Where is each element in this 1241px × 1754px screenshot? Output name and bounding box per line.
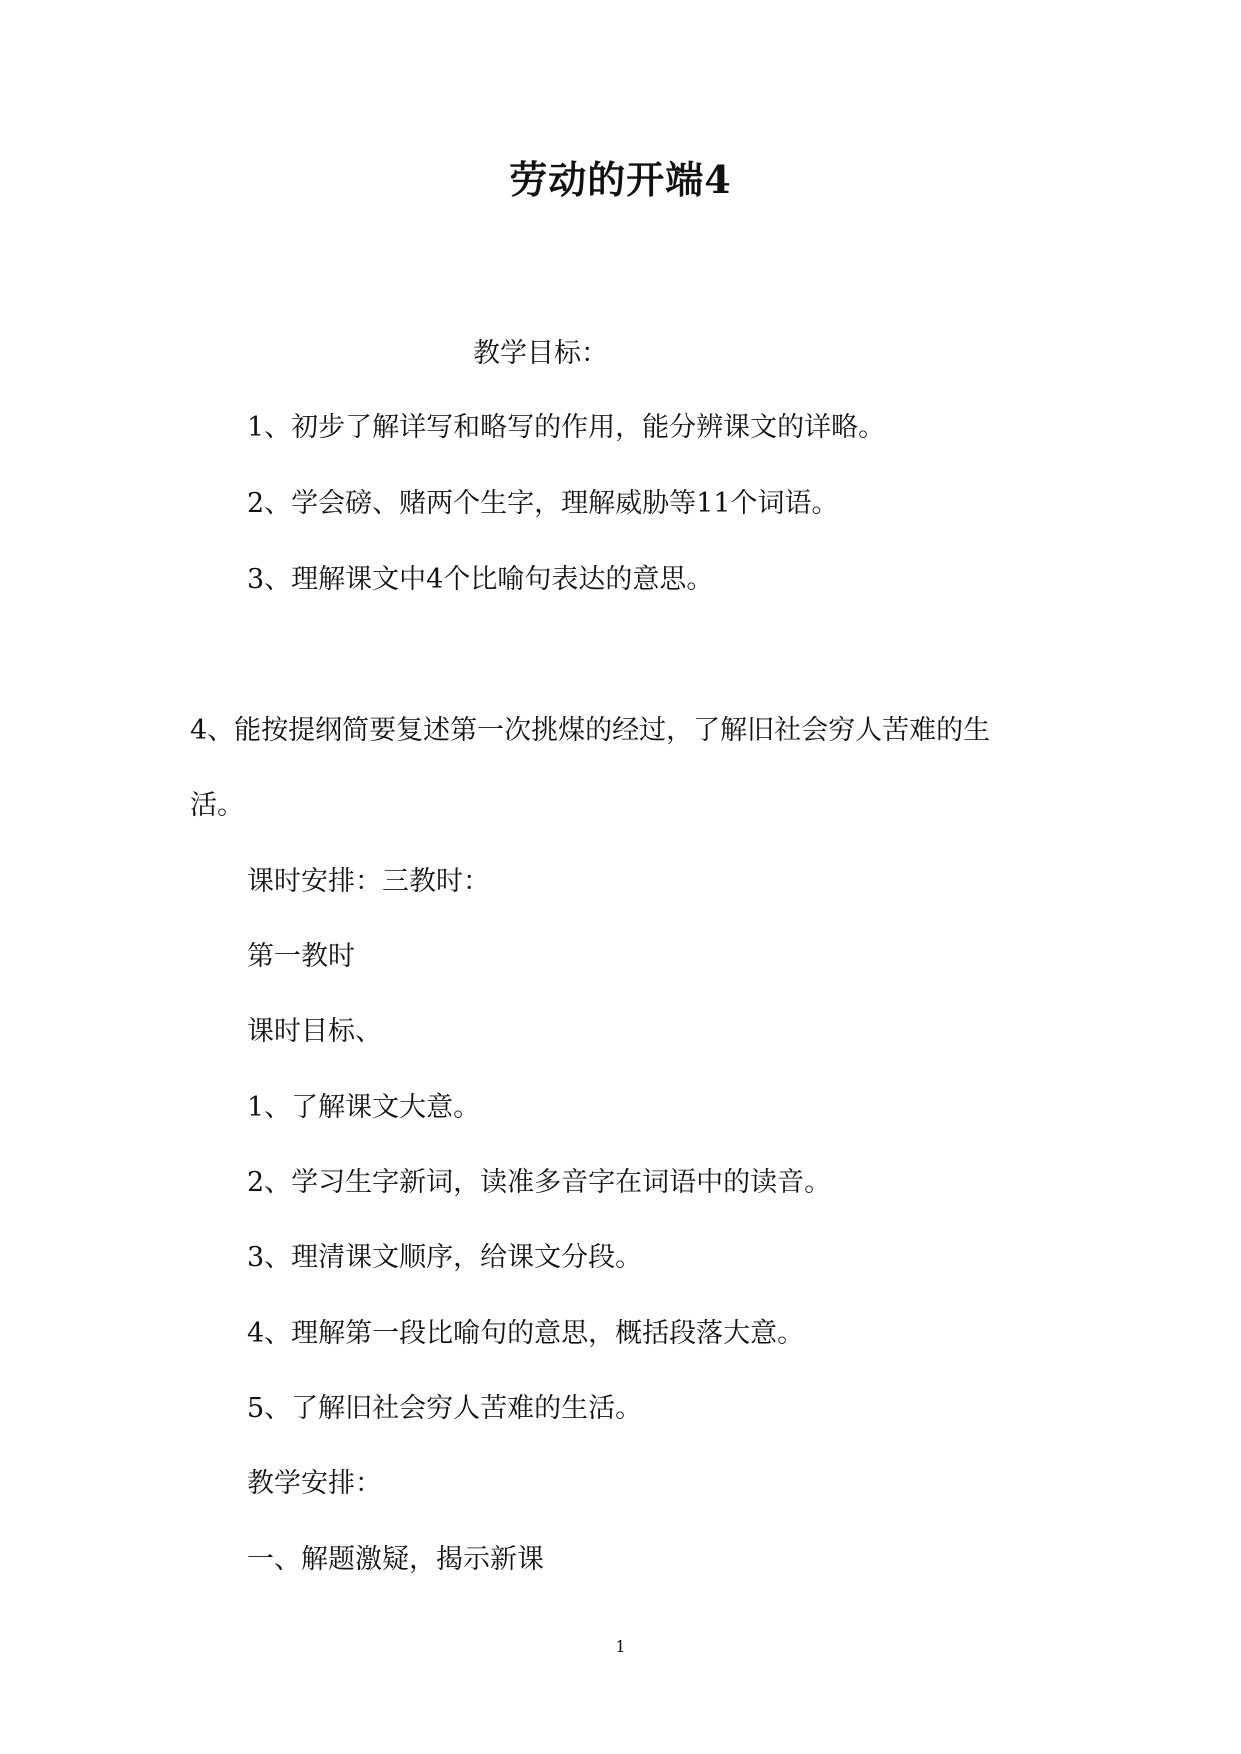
- goal-item-3: 3、理解课文中4个比喻句表达的意思。: [247, 564, 714, 595]
- goal-item-4-continued: 活。: [190, 790, 244, 821]
- step-1-heading: 一、解题激疑，揭示新课: [247, 1544, 544, 1575]
- lesson-goal-4: 4、理解第一段比喻句的意思，概括段落大意。: [247, 1318, 805, 1349]
- page-number: 1: [615, 1637, 626, 1656]
- goal-item-2: 2、学会磅、赌两个生字，理解威胁等11个词语。: [247, 488, 839, 519]
- teaching-arrangement-heading: 教学安排：: [247, 1468, 382, 1499]
- first-lesson-heading: 第一教时: [247, 941, 355, 972]
- goal-item-4: 4、能按提纲简要复述第一次挑煤的经过，了解旧社会穷人苦难的生: [190, 715, 991, 746]
- lesson-goal-1: 1、了解课文大意。: [247, 1092, 481, 1123]
- schedule-line: 课时安排：三教时：: [247, 866, 490, 897]
- document-title: 劳动的开端4: [509, 157, 732, 202]
- lesson-goal-5: 5、了解旧社会穷人苦难的生活。: [247, 1393, 643, 1424]
- section-heading-teaching-goals: 教学目标：: [473, 338, 608, 369]
- lesson-goal-3: 3、理清课文顺序，给课文分段。: [247, 1242, 643, 1273]
- lesson-goal-2: 2、学习生字新词，读准多音字在词语中的读音。: [247, 1167, 832, 1198]
- goal-item-1: 1、初步了解详写和略写的作用，能分辨课文的详略。: [247, 412, 886, 443]
- lesson-goals-heading: 课时目标、: [247, 1016, 382, 1047]
